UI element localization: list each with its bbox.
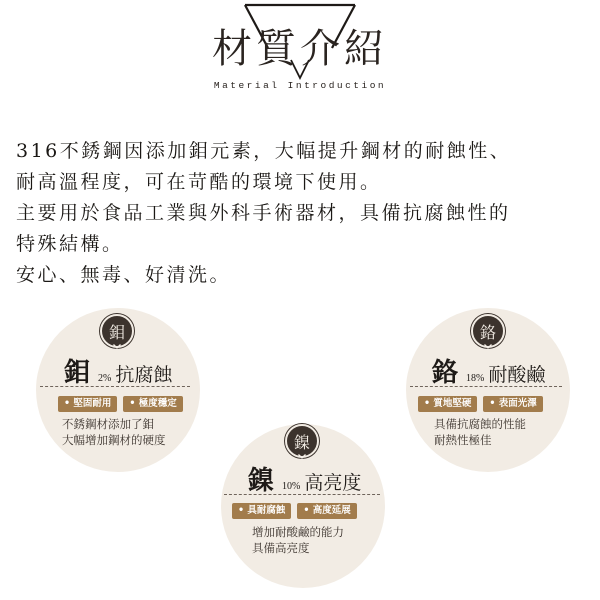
tag: • 堅固耐用: [58, 396, 117, 412]
intro-line: 耐高溫程度，可在苛酷的環境下使用。: [16, 171, 382, 193]
divider: [410, 386, 562, 387]
intro-line: 安心、無毒、好清洗。: [16, 264, 232, 286]
element-badge-nickel: [285, 424, 319, 458]
note-line: 不銹鋼材添加了鉬: [62, 417, 154, 431]
note-line: 耐熱性極佳: [434, 433, 492, 447]
tag-list: [418, 396, 543, 412]
element-percent: 2%: [98, 373, 112, 384]
badge-glyph: 鉻: [479, 322, 496, 342]
page-title: 材質介紹: [212, 26, 388, 72]
intro-paragraph: [16, 136, 596, 291]
intro-line: 316不銹鋼因添加鉬元素，大幅提升鋼材的耐蝕性、: [16, 140, 512, 162]
tag: • 極度穩定: [123, 396, 182, 412]
badge-glyph: 鎳: [293, 432, 310, 452]
element-percent: 18%: [466, 373, 485, 384]
badge-glyph: 鉬: [108, 322, 125, 342]
element-heading-chromium: [432, 352, 545, 389]
chevron-down-icon: [484, 344, 492, 349]
element-badge-molybdenum: [100, 314, 134, 348]
note-line: 增加耐酸鹼的能力: [252, 525, 344, 539]
element-description: 抗腐蝕: [115, 364, 173, 386]
element-description: 耐酸鹼: [488, 364, 546, 386]
tag: • 表面光澤: [483, 396, 542, 412]
tag: • 具耐腐蝕: [232, 503, 291, 519]
tag: • 質地堅硬: [418, 396, 477, 412]
intro-line: 特殊結構。: [16, 233, 124, 255]
element-note: [62, 416, 166, 448]
element-description: 高亮度: [304, 472, 362, 494]
tag-list: [232, 503, 357, 519]
note-line: 具備高亮度: [252, 541, 310, 555]
divider: [224, 494, 380, 495]
element-name: 鉻: [432, 358, 459, 388]
divider: [40, 386, 190, 387]
element-badge-chromium: [471, 314, 505, 348]
element-note: [434, 416, 526, 448]
chevron-down-icon: [113, 344, 121, 349]
note-line: 具備抗腐蝕的性能: [434, 417, 526, 431]
section-header: [0, 0, 600, 110]
element-heading-molybdenum: [64, 352, 172, 389]
element-note: [252, 524, 344, 556]
element-heading-nickel: [248, 460, 361, 497]
tag-list: [58, 396, 183, 412]
chevron-down-icon: [298, 454, 306, 459]
intro-line: 主要用於食品工業與外科手術器材，具備抗腐蝕性的: [16, 202, 511, 224]
note-line: 大幅增加鋼材的硬度: [62, 433, 166, 447]
element-name: 鎳: [248, 466, 275, 496]
element-percent: 10%: [282, 481, 301, 492]
page-subtitle: Material Introduction: [213, 80, 387, 91]
element-name: 鉬: [64, 358, 91, 388]
tag: • 高度延展: [297, 503, 356, 519]
